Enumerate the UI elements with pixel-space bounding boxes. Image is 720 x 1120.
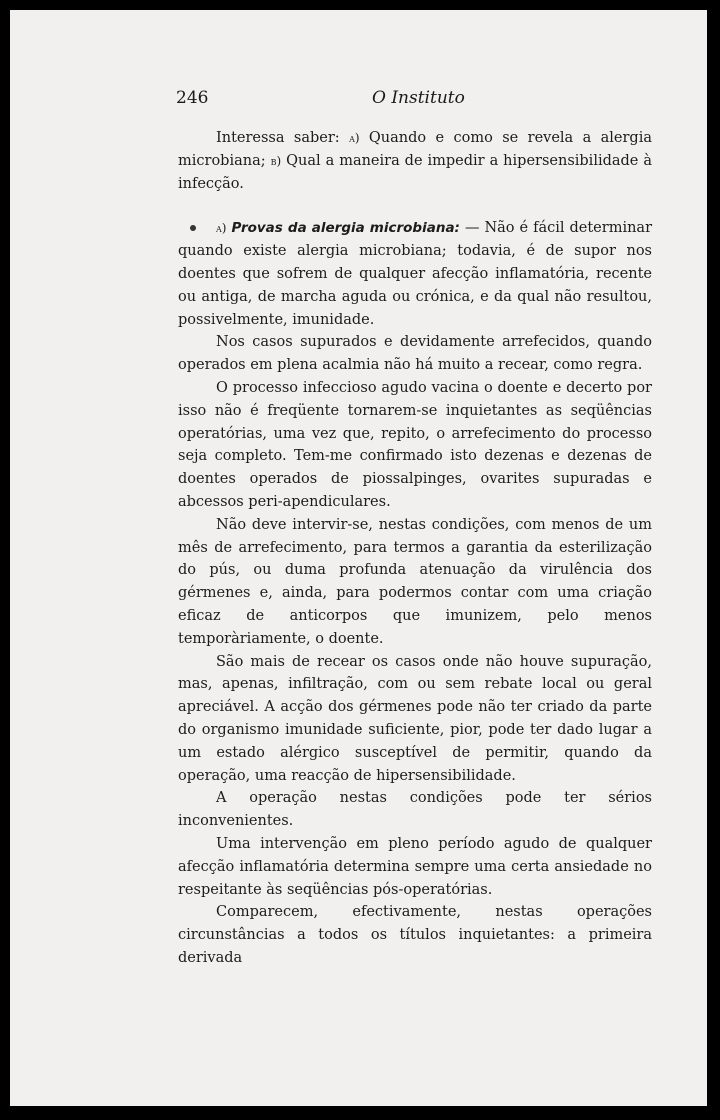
body-text (178, 127, 652, 970)
intro-question-b: Qual a maneira de impedir a hipersensibilidade à infecção. (178, 152, 652, 192)
item-marker-a: a) (349, 131, 360, 145)
paragraph-intervir: Não deve intervir-se, nestas condições, com menos de um mês de arrefecimento, para termos a garantia da esterilização do pús, ou duma profunda atenuação da virulência dos gérmenes e, ainda, para podermos contar com uma criação eficaz de anticorpos que imunizem, pelo menos temporàriamente, o doente. (178, 516, 652, 647)
paragraph-processo-infeccioso: O processo infeccioso agudo vacina o doente e decerto por isso não é freqüente tornarem-se inquietantes as seqüências operatórias, uma vez que, repito, o arrefecimento do processo seja completo. Tem-me confirmado isto dezenas e dezenas de doentes operados de piossalpinges, ovarites supuradas e abcessos peri-apendiculares. (178, 379, 652, 510)
page-number: 246 (176, 88, 209, 108)
bullet-icon (190, 225, 196, 231)
page-header (10, 88, 707, 112)
section-heading: Provas da alergia microbiana: (231, 220, 460, 237)
paragraph-supurados: Nos casos supurados e devidamente arrefecidos, quando operados em plena acalmia não há muito a recear, como regra. (178, 334, 652, 374)
paragraph-intro (178, 127, 652, 195)
section-a-text: — Não é fácil determinar quando existe alergia microbiana; todavia, é de supor nos doentes que sofrem de qualquer afecção inflamatória, recente ou antiga, de marcha aguda ou crónica, e da qual não resultou, possivelmente, imunidade. (178, 220, 652, 328)
intro-question-a: Quando e como se revela a alergia microbiana; (178, 130, 652, 169)
book-page (10, 10, 707, 1106)
item-marker-b: b) (270, 153, 282, 168)
section-marker-a: a) (216, 221, 227, 236)
paragraph-recear: São mais de recear os casos onde não houve supuração, mas, apenas, infiltração, com ou sem rebate local ou geral apreciável. A acção dos gérmenes pode não ter criado da parte do organismo imunidade suficiente, pior, pode ter dado lugar a um estado alérgico susceptível de permitir, quando da operação, uma reacção de hipersensibilidade. (178, 653, 652, 784)
intro-text: Interessa saber: (216, 130, 350, 146)
paragraph-operacao: A operação nestas condições pode ter sérios inconvenientes. (178, 790, 652, 830)
paragraph-comparecem: Comparecem, efectivamente, nestas operações circunstâncias a todos os títulos inquietantes: a primeira derivada (178, 904, 652, 966)
running-title: O Instituto (372, 88, 465, 108)
paragraph-intervencao: Uma intervenção em pleno período agudo de qualquer afecção inflamatória determina sempre uma certa ansiedade no respeitante às seqüências pós-operatórias. (178, 835, 652, 898)
paragraph-section-a (178, 217, 652, 331)
